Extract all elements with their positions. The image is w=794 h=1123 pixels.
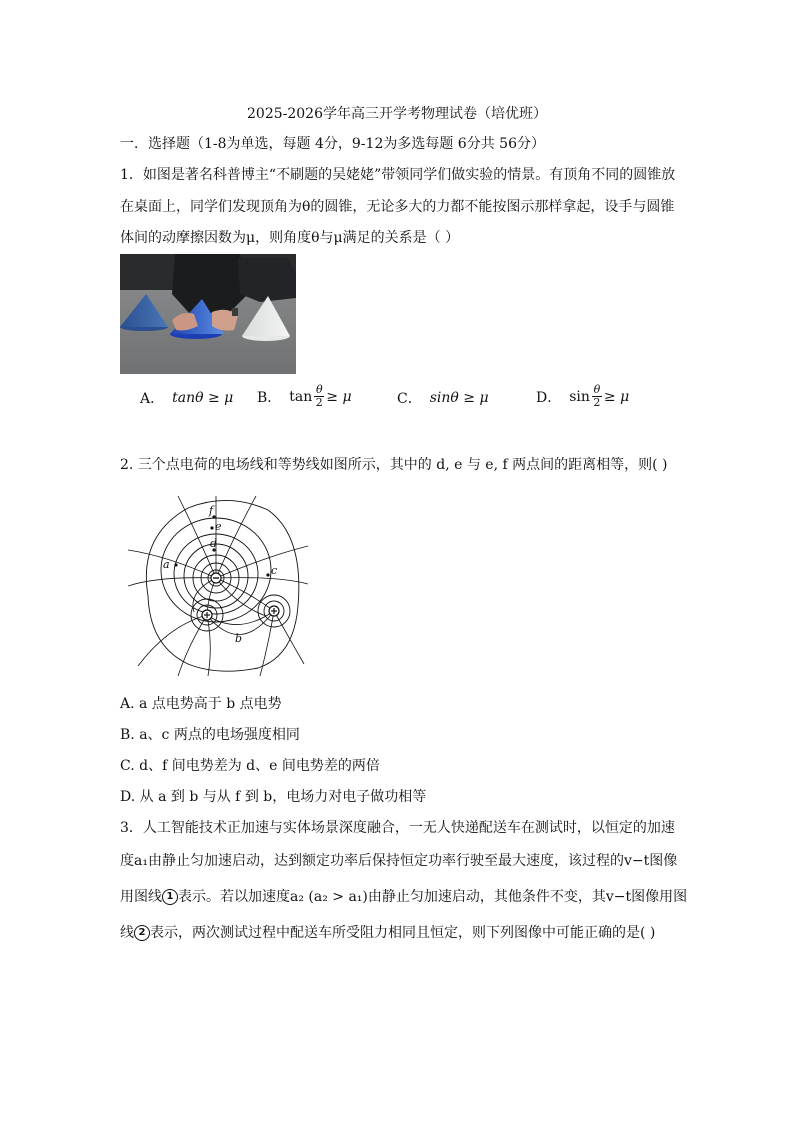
q1-option-c-text: sinθ ≥ μ: [429, 390, 489, 406]
cone-experiment-photo: [120, 254, 296, 374]
q1-option-b-label: B．: [257, 389, 282, 406]
q1-option-b-func: tan: [289, 388, 313, 405]
point-label-b: b: [235, 632, 243, 645]
q3-line-3-end: 表示。若以加速度a₂ (a₂ > a₁)由静止匀加速启动，其他条件不变，其v−t图像用图: [178, 889, 688, 905]
q1-option-c-label: C．: [397, 391, 422, 407]
q2-stem: 2. 三个点电荷的电场线和等势线如图所示，其中的 d, e 与 e, f 两点间的距离相等，则( ): [120, 457, 668, 473]
q1-option-d-numerator: θ: [593, 383, 601, 396]
q1-option-d-denominator: 2: [593, 396, 601, 409]
q1-option-a[interactable]: [140, 388, 233, 408]
q1-line-2: 在桌面上，同学们发现顶角为θ的圆锥，无论多大的力都不能按图示那样拿起，设手与圆锥: [120, 199, 675, 215]
section-heading: 一．选择题（1-8为单选，每题 4分，9-12为多选每题 6分共 56分）: [120, 136, 545, 152]
q3-line-3-start: 用图线: [120, 889, 162, 905]
q1-option-b-denominator: 2: [315, 396, 323, 409]
q3-line-1: 3．人工智能技术正加速与实体场景深度融合，一无人快递配送车在测试时，以恒定的加速: [120, 820, 675, 836]
q2-option-b[interactable]: B. a、c 两点的电场强度相同: [120, 727, 300, 743]
q2-option-c[interactable]: C. d、f 间电势差为 d、e 间电势差的两倍: [120, 758, 380, 774]
q3-line-4-start: 线: [120, 925, 134, 941]
circled-two-icon: 2: [134, 925, 150, 941]
q1-option-b-numerator: θ: [315, 383, 323, 396]
q1-option-a-text: tanθ ≥ μ: [172, 390, 234, 406]
q1-line-1: 1．如图是著名科普博主“不刷题的吴姥姥”带领同学们做实验的情景。有顶角不同的圆锥放: [120, 167, 676, 183]
q1-option-d-func: sin: [569, 388, 590, 405]
q1-option-d-rest: ≥ μ: [603, 388, 630, 405]
electric-field-diagram: [128, 496, 308, 676]
q1-option-d-fraction: [592, 384, 602, 409]
q1-option-b-rest: ≥ μ: [326, 388, 352, 405]
q3-line-2: 度a₁由静止匀加速启动，达到额定功率后保持恒定功率行驶至最大速度，该过程的v−t图像: [120, 853, 678, 869]
exam-title: 2025-2026学年高三开学考物理试卷（培优班）: [247, 106, 547, 122]
q1-option-d[interactable]: [536, 384, 629, 409]
q2-option-d[interactable]: D. 从 a 到 b 与从 f 到 b，电场力对电子做功相等: [120, 789, 427, 805]
q1-option-b[interactable]: [257, 384, 352, 409]
point-label-c: c: [271, 564, 278, 577]
q3-line-3: [120, 887, 687, 907]
point-label-e: e: [215, 520, 222, 533]
point-label-a: a: [163, 558, 170, 571]
q1-option-d-label: D．: [536, 389, 562, 406]
q3-line-4: [120, 923, 655, 943]
circled-one-icon: 1: [162, 889, 178, 905]
point-label-d: d: [210, 537, 218, 550]
q1-option-b-fraction: [314, 384, 324, 409]
q2-option-a[interactable]: A. a 点电势高于 b 点电势: [120, 696, 282, 712]
q3-line-4-end: 表示，两次测试过程中配送车所受阻力相同且恒定，则下列图像中可能正确的是( ): [150, 925, 656, 941]
q1-option-c[interactable]: [397, 388, 489, 408]
point-label-f: f: [209, 504, 214, 517]
q1-option-a-label: A．: [140, 391, 165, 407]
q1-line-3: 体间的动摩擦因数为μ，则角度θ与μ满足的关系是（ ）: [120, 230, 460, 246]
